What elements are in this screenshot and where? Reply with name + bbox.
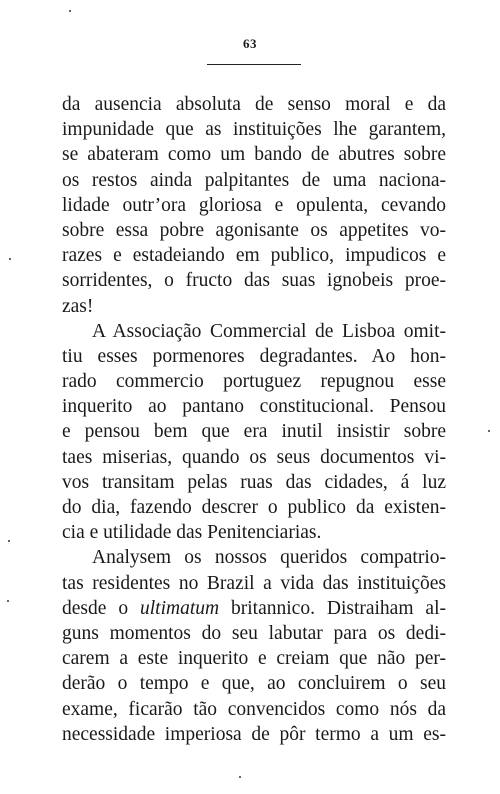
text-line: rado commercio portuguez repugnou esse [62,371,446,393]
text-line: lidade outr’ora gloriosa e opulenta, cevando [62,194,446,216]
text-line: razes e estadeiando em publico, impudicos e [62,245,446,267]
text-line: A Associação Commercial de Lisboa omit- [92,320,446,342]
scan-speck [69,10,71,12]
text-line: sorridentes, o fructo das suas ignobeis proe- [62,270,446,292]
text-line: se abateram como um bando de abutres sobre [62,144,446,166]
text-line: taes miserias, quando os seus documentos vi- [62,446,446,468]
scan-speck [7,600,9,602]
text-line: tas residentes no Brazil a vida das instituições [62,572,446,594]
text-line: sobre essa pobre agonisante os appetites vo- [62,219,446,241]
text-line: guns momentos do seu labutar para os dedi- [62,622,446,644]
text-line: os restos ainda palpitantes de uma naciona- [62,169,446,191]
text-line: derão o tempo e que, ao concluirem o seu [62,673,446,695]
text-line: do dia, fazendo descrer o publico da existen- [62,497,446,518]
text-line: carem a este inquerito e creiam que não per- [62,648,446,670]
text-line: impunidade que as instituições lhe garantem, [62,119,446,141]
text-line: tiu esses pormenores degradantes. Ao hon- [62,345,446,367]
text-line: cia e utilidade das Penitenciarias. [62,522,322,544]
body-text [62,92,446,747]
scan-speck [488,430,490,432]
scan-speck [8,540,10,542]
text-line: e pensou bem que era inutil insistir sobre [62,421,446,443]
scan-speck [9,258,11,260]
scan-speck [239,776,241,778]
text-line: exame, ficarão tão convencidos como nós da [62,698,446,720]
text-line: necessidade imperiosa de pôr termo a um es- [62,723,446,745]
page-number: 63 [243,36,257,51]
header-rule [207,64,301,65]
text-line: zas! [62,295,94,317]
text-line: da ausencia absoluta de senso moral e da [62,94,446,115]
text-line: Analysem os nossos queridos compatrio- [92,547,446,569]
text-line: desde o ultimatum britannico. Distraiham al- [62,597,446,619]
text-line: vos transitam pelas ruas das cidades, á luz [62,471,446,493]
italic-word: ultimatum [140,597,220,619]
text-line: inquerito ao pantano constitucional. Pensou [62,396,446,418]
